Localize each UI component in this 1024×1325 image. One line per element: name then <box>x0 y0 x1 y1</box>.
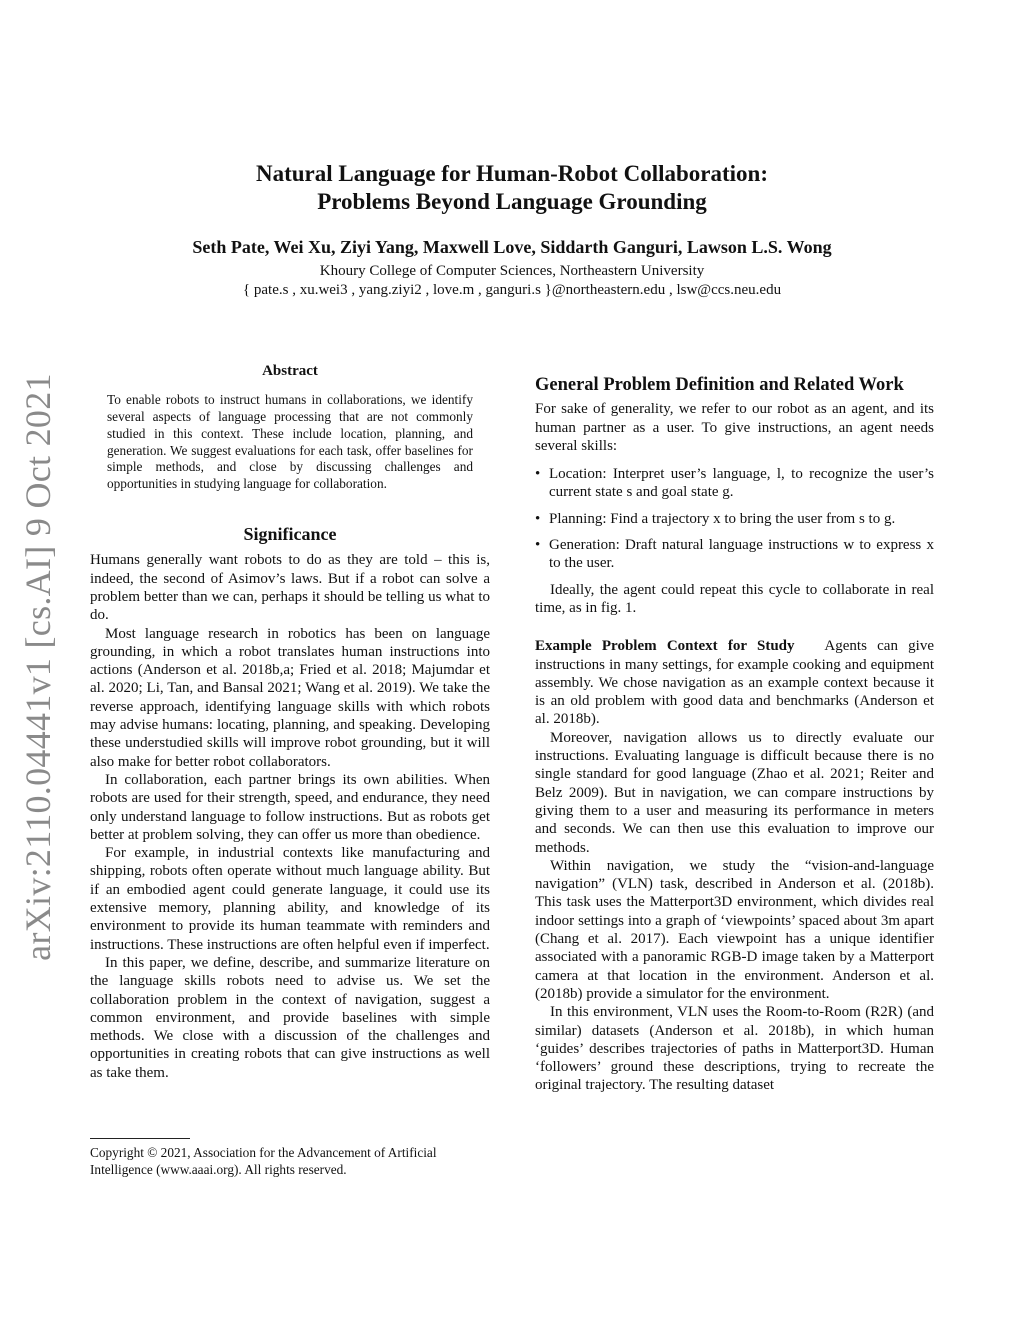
general-closing: Ideally, the agent could repeat this cycle to collaborate in real time, as in fig. 1. <box>535 581 934 616</box>
author-list: Seth Pate, Wei Xu, Ziyi Yang, Maxwell Love, Siddarth Ganguri, Lawson L.S. Wong <box>192 237 832 257</box>
footnote-rule <box>90 1138 190 1139</box>
significance-heading: Significance <box>243 524 337 545</box>
paper-title <box>0 160 1024 216</box>
example-paragraph-2: Moreover, navigation allows us to directly evaluate our instructions. Evaluating language is difficult because there is no single standard for good language (Zhao et al. 2021; Reiter and Belz 2009). But in navigation, we can compare instructions by giving them to a user and measuring its performance in meters and seconds. We can then use this evaluation to improve our methods. <box>535 729 934 856</box>
abstract-text: To enable robots to instruct humans in collaborations, we identify several aspects of language processing that are not commonly studied in this context. These include location, planning, and generation. We suggest evaluations for each task, offer baselines for simple methods, and close by discussing challenges and opportunities in studying language for collaboration. <box>107 392 473 492</box>
arxiv-stamp <box>8 373 68 961</box>
example-paragraph-1 <box>535 637 934 728</box>
general-intro: For sake of generality, we refer to our robot as an agent, and its human partner as a user. To give instructions, an agent needs several skills: <box>535 401 934 454</box>
arxiv-stamp-text: arXiv:2110.04441v1 [cs.AI] 9 Oct 2021 <box>18 373 58 961</box>
skill-location: • Location: Interpret user’s language, l, to recognize the user’s current state s and goal state g. <box>535 465 934 502</box>
abstract-heading: Abstract <box>262 363 318 379</box>
left-column <box>90 362 490 1082</box>
example-paragraph-4: In this environment, VLN uses the Room-to-Room (R2R) (and similar) datasets (Anderson et al. 2018b), in which human ‘guides’ describes trajectories of paths in Matterport3D. Human ‘followers’ ground these descriptions, trying to recreate the original trajectory. The resulting dataset <box>535 1004 934 1094</box>
copyright-footnote <box>90 1138 490 1178</box>
footnote-text: Copyright © 2021, Association for the Advancement of Artificial Intelligence (www.aaai.org). All rights reserved. <box>90 1145 437 1177</box>
affiliation: Khoury College of Computer Sciences, Northeastern University <box>319 263 705 279</box>
significance-paragraph-1: Humans generally want robots to do as they are told – this is, indeed, the second of Asimov’s laws. But if a robot can solve a problem better than we can, perhaps it should be telling us what to do. <box>90 552 490 624</box>
general-heading: General Problem Definition and Related Work <box>535 375 904 395</box>
significance-paragraph-4: For example, in industrial contexts like manufacturing and shipping, robots often operate without much language ability. But if an embodied agent could generate language, it could use its extensive memory, planning ability, and knowledge of its environment to provide its human teammate with reminders and instructions. These instructions are often helpful even if imperfect. <box>90 845 490 953</box>
skill-planning: • Planning: Find a trajectory x to bring the user from s to g. <box>535 510 934 528</box>
title-line-1: Natural Language for Human-Robot Collaboration: <box>256 161 768 186</box>
emails: { pate.s , xu.wei3 , yang.ziyi2 , love.m , ganguri.s }@northeastern.edu , lsw@ccs.neu.edu <box>242 282 782 298</box>
significance-paragraph-5: In this paper, we define, describe, and summarize literature on the language skills robots need to advise us. We set the collaboration problem in the context of navigation, suggest a common environment, and provide baselines with simple methods. We close with a discussion of the challenges and opportunities in creating robots that can give instructions as well as take them. <box>90 954 490 1081</box>
example-paragraph-1-text: Agents can give instructions in many settings, for example cooking and equipment assembly. We chose navigation as an example context because it is an old problem with good data and benchmarks (Anderson et al. 2018b). <box>535 638 935 728</box>
title-line-2: Problems Beyond Language Grounding <box>317 189 707 214</box>
significance-paragraph-3: In collaboration, each partner brings its own abilities. When robots are used for their strength, speed, and endurance, they need only understand language to follow instructions. But as robots get better at problem solving, they can offer us more than obedience. <box>90 771 490 843</box>
skills-list <box>535 465 934 572</box>
skill-generation: • Generation: Draft natural language instructions w to express x to the user. <box>535 536 934 573</box>
example-runin-heading: Example Problem Context for Study <box>535 638 795 655</box>
affiliation-block <box>0 262 1024 300</box>
significance-paragraph-2: Most language research in robotics has been on language grounding, in which a robot translates human instructions into actions (Anderson et al. 2018b,a; Fried et al. 2018; Majumdar et al. 2020; Li, Tan, and Bansal 2021; Wang et al. 2019). We take the reverse approach, identifying language skills with which robots may advise humans: locating, planning, and speaking. Developing these understudied skills will improve robot grounding, but it will also make for better robot collaborators. <box>90 625 490 770</box>
example-paragraph-3: Within navigation, we study the “vision-and-language navigation” (VLN) task, described in Anderson et al. (2018b). This task uses the Matterport3D environment, which divides real indoor settings into a graph of ‘viewpoints’ spaced about 3m apart (Chang et al. 2017). Each viewpoint has a unique identifier associated with a panoramic RGB-D image taken by a Matterport camera at that location in the environment. Anderson et al. (2018b) provide a simulator for the environment. <box>535 857 934 1002</box>
right-column <box>535 362 934 1095</box>
